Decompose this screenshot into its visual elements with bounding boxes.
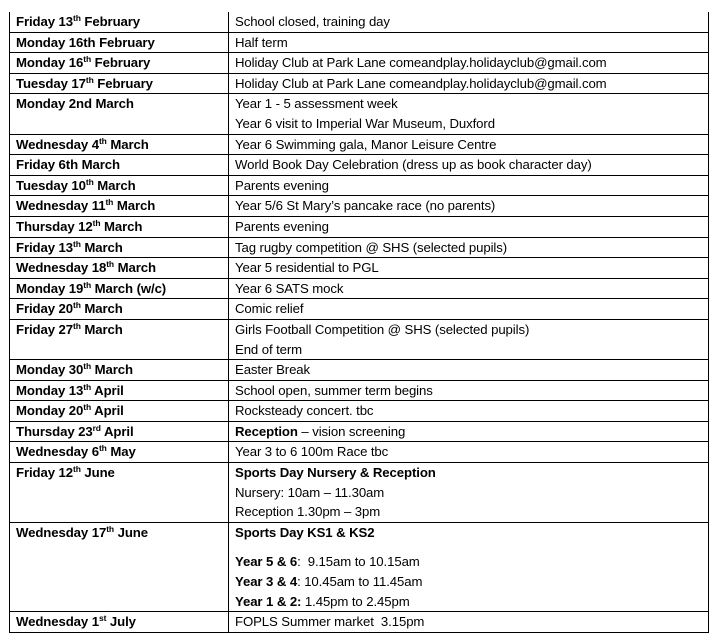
- date-cell: [10, 319, 229, 359]
- event-line: Holiday Club at Park Lane comeandplay.holidayclub@gmail.com: [235, 75, 607, 91]
- table-row: [10, 53, 709, 74]
- date-month: April: [91, 403, 124, 419]
- date-cell: [10, 278, 229, 299]
- event-cell: [229, 319, 709, 359]
- event-cell: [229, 94, 709, 134]
- event-text: – vision screening: [297, 423, 406, 439]
- event-line: Year 6 visit to Imperial War Museum, Duxford: [235, 115, 495, 131]
- event-line: Year 6 Swimming gala, Manor Leisure Centre: [235, 136, 497, 152]
- event-cell: [229, 421, 709, 442]
- event-cell: [229, 237, 709, 258]
- event-cell: [229, 196, 709, 217]
- date-cell: [10, 32, 229, 53]
- date-month: March (w/c): [91, 280, 167, 296]
- event-line: Reception 1.30pm – 3pm: [235, 504, 381, 520]
- date-month: July: [106, 614, 136, 630]
- event-line: Year 3 to 6 100m Race tbc: [235, 444, 389, 460]
- event-cell: [229, 380, 709, 401]
- date-cell: [10, 401, 229, 422]
- event-cell: [229, 216, 709, 237]
- date-day: Monday 19: [16, 280, 84, 296]
- date-day: Wednesday 1: [16, 614, 99, 630]
- date-month: February: [80, 14, 141, 29]
- date-cell: [10, 53, 229, 74]
- event-line: Comic relief: [235, 301, 304, 317]
- event-heading: [235, 523, 702, 543]
- date-ordinal-suffix: th: [83, 279, 92, 290]
- table-row: [10, 12, 709, 32]
- date-day: Tuesday 10: [16, 177, 86, 193]
- event-line: School closed, training day: [235, 14, 390, 29]
- table-row: [10, 32, 709, 53]
- event-line: [235, 422, 702, 442]
- date-ordinal-suffix: th: [85, 74, 94, 85]
- event-line: School open, summer term begins: [235, 382, 433, 398]
- date-month: June: [80, 465, 115, 481]
- table-row: [10, 278, 709, 299]
- event-cell: [229, 522, 709, 611]
- table-row: [10, 134, 709, 155]
- event-line: Year 5/6 St Mary’s pancake race (no parents): [235, 198, 496, 214]
- date-day: Thursday 12: [16, 218, 93, 234]
- event-text: : 9.15am to 10.15am: [297, 554, 420, 570]
- date-day: Friday 6th March: [16, 157, 120, 173]
- date-month: March: [113, 198, 156, 214]
- event-cell: [229, 73, 709, 94]
- date-ordinal-suffix: th: [73, 300, 81, 311]
- date-ordinal-suffix: th: [73, 238, 81, 249]
- event-spacer: [235, 542, 702, 552]
- date-ordinal-suffix: th: [98, 135, 107, 146]
- date-day: Friday 13: [16, 239, 74, 255]
- table-row: [10, 612, 709, 633]
- event-bold-label: Reception: [235, 423, 298, 439]
- date-ordinal-suffix: th: [73, 464, 81, 475]
- event-cell: [229, 134, 709, 155]
- date-day: Wednesday 4: [16, 136, 99, 152]
- date-day: Monday 16th February: [16, 34, 155, 50]
- date-month: March: [93, 177, 136, 193]
- date-ordinal-suffix: st: [98, 613, 107, 624]
- date-month: March: [106, 136, 149, 152]
- date-day: Monday 2nd March: [16, 96, 134, 112]
- date-month: April: [91, 382, 124, 398]
- event-cell: [229, 401, 709, 422]
- date-cell: [10, 73, 229, 94]
- event-line: Girls Football Competition @ SHS (selected pupils): [235, 321, 530, 337]
- event-text: : 10.45am to 11.45am: [297, 574, 423, 590]
- event-line: FOPLS Summer market 3.15pm: [235, 614, 425, 630]
- table-row: [10, 319, 709, 359]
- date-month: May: [106, 444, 136, 460]
- event-cell: [229, 175, 709, 196]
- date-ordinal-suffix: th: [98, 443, 107, 454]
- date-cell: [10, 94, 229, 134]
- date-month: February: [93, 75, 153, 91]
- event-cell: [229, 463, 709, 523]
- date-day: Monday 20: [16, 403, 84, 419]
- date-ordinal-suffix: rd: [92, 422, 101, 433]
- table-row: [10, 380, 709, 401]
- date-cell: [10, 299, 229, 320]
- date-cell: [10, 463, 229, 523]
- date-month: April: [100, 423, 134, 439]
- date-ordinal-suffix: th: [73, 13, 81, 23]
- event-line: Year 1 - 5 assessment week: [235, 96, 398, 112]
- school-calendar-table: [9, 12, 709, 633]
- event-bold-label: Sports Day KS1 & KS2: [235, 524, 375, 540]
- event-cell: [229, 32, 709, 53]
- event-line: [235, 572, 702, 592]
- date-cell: [10, 380, 229, 401]
- date-cell: [10, 258, 229, 279]
- date-cell: [10, 421, 229, 442]
- date-month: June: [114, 524, 148, 540]
- date-ordinal-suffix: th: [83, 361, 92, 372]
- event-line: [235, 592, 702, 612]
- date-cell: [10, 237, 229, 258]
- date-month: February: [91, 55, 151, 71]
- event-text: 1.45pm to 2.45pm: [301, 593, 410, 609]
- date-day: Monday 13: [16, 382, 84, 398]
- event-line: Parents evening: [235, 177, 329, 193]
- table-row: [10, 299, 709, 320]
- date-day: Thursday 23: [16, 423, 93, 439]
- date-ordinal-suffix: th: [83, 402, 92, 413]
- event-line: Parents evening: [235, 218, 329, 234]
- date-day: Friday 20: [16, 301, 74, 317]
- event-heading: [235, 463, 702, 483]
- event-bold-label: Year 1 & 2:: [235, 593, 302, 609]
- table-row: [10, 216, 709, 237]
- date-month: March: [80, 239, 123, 255]
- date-month: March: [80, 301, 123, 317]
- school-calendar-document: [9, 12, 708, 633]
- event-line: World Book Day Celebration (dress up as book character day): [235, 157, 592, 173]
- table-row: [10, 175, 709, 196]
- date-ordinal-suffix: th: [73, 320, 81, 331]
- table-row: [10, 258, 709, 279]
- date-cell: [10, 360, 229, 381]
- table-row: [10, 73, 709, 94]
- date-cell: [10, 175, 229, 196]
- date-month: March: [91, 362, 133, 378]
- date-day: Wednesday 17: [16, 524, 107, 540]
- date-ordinal-suffix: th: [105, 197, 114, 208]
- table-row: [10, 401, 709, 422]
- table-row: [10, 237, 709, 258]
- event-line: Half term: [235, 34, 288, 50]
- date-day: Friday 12: [16, 465, 74, 481]
- date-ordinal-suffix: th: [83, 381, 92, 392]
- event-cell: [229, 360, 709, 381]
- date-day: Friday 27: [16, 321, 74, 337]
- event-line: Tag rugby competition @ SHS (selected pupils): [235, 239, 508, 255]
- event-line: Easter Break: [235, 362, 311, 378]
- calendar-table-body: [10, 12, 709, 632]
- event-bold-label: Year 3 & 4: [235, 574, 298, 590]
- date-month: March: [100, 218, 143, 234]
- event-cell: [229, 278, 709, 299]
- date-ordinal-suffix: th: [92, 217, 101, 228]
- table-row: [10, 522, 709, 611]
- date-day: Tuesday 17: [16, 75, 86, 91]
- date-day: Wednesday 6: [16, 444, 99, 460]
- date-ordinal-suffix: th: [106, 523, 115, 534]
- date-day: Wednesday 11: [16, 198, 106, 214]
- date-ordinal-suffix: th: [106, 259, 115, 270]
- event-bold-label: Sports Day Nursery & Reception: [235, 465, 436, 481]
- date-day: Monday 16: [16, 55, 84, 71]
- event-cell: [229, 612, 709, 633]
- event-bold-label: Year 5 & 6: [235, 554, 298, 570]
- table-row: [10, 442, 709, 463]
- event-line: Nursery: 10am – 11.30am: [235, 484, 385, 500]
- date-cell: [10, 12, 229, 32]
- date-cell: [10, 155, 229, 176]
- date-day: Monday 30: [16, 362, 84, 378]
- event-line: Holiday Club at Park Lane comeandplay.holidayclub@gmail.com: [235, 55, 607, 71]
- date-cell: [10, 216, 229, 237]
- table-row: [10, 94, 709, 134]
- date-cell: [10, 612, 229, 633]
- date-cell: [10, 442, 229, 463]
- date-cell: [10, 522, 229, 611]
- table-row: [10, 463, 709, 523]
- event-line: Rocksteady concert. tbc: [235, 403, 374, 419]
- date-month: March: [80, 321, 123, 337]
- event-line: [235, 552, 702, 572]
- date-day: Wednesday 18: [16, 260, 107, 276]
- date-cell: [10, 196, 229, 217]
- table-row: [10, 360, 709, 381]
- event-cell: [229, 442, 709, 463]
- event-cell: [229, 299, 709, 320]
- event-line: Year 6 SATS mock: [235, 280, 344, 296]
- date-month: March: [114, 260, 156, 276]
- event-line: Year 5 residential to PGL: [235, 260, 379, 276]
- event-cell: [229, 258, 709, 279]
- table-row: [10, 196, 709, 217]
- table-row: [10, 421, 709, 442]
- event-cell: [229, 53, 709, 74]
- date-cell: [10, 134, 229, 155]
- event-line: End of term: [235, 341, 303, 357]
- event-cell: [229, 155, 709, 176]
- table-row: [10, 155, 709, 176]
- date-day: Friday 13: [16, 14, 74, 29]
- event-cell: [229, 12, 709, 32]
- date-ordinal-suffix: th: [85, 176, 94, 187]
- date-ordinal-suffix: th: [83, 54, 92, 65]
